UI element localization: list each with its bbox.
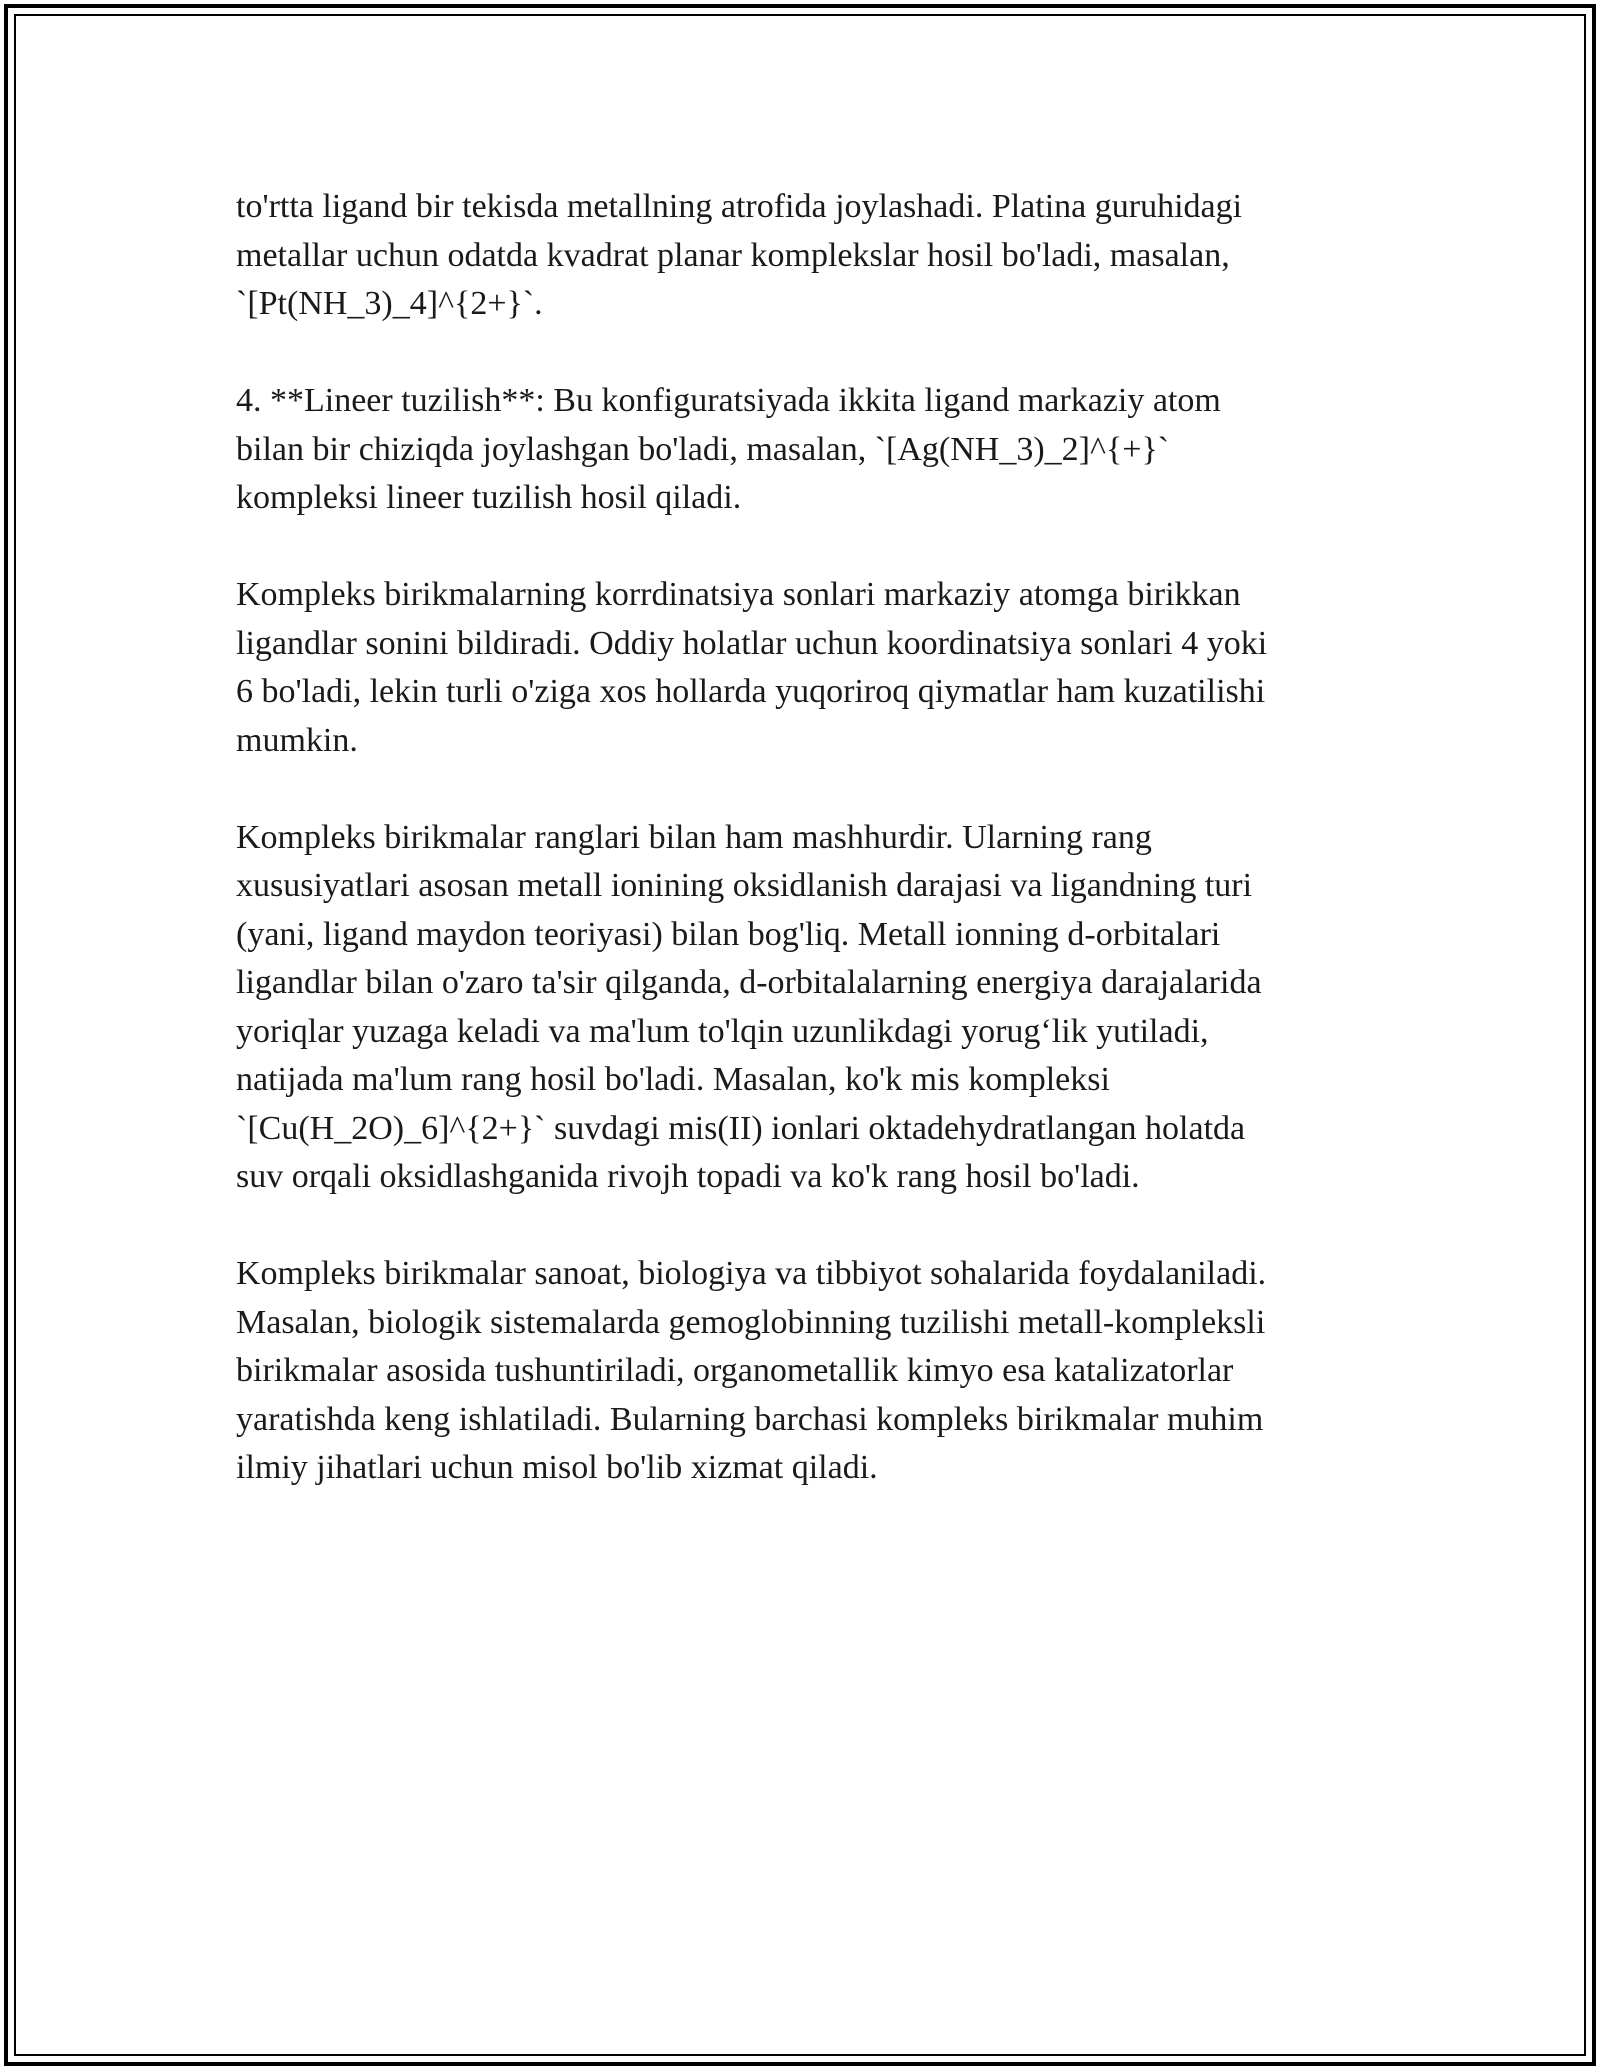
text-line: (yani, ligand maydon teoriyasi) bilan bog'liq. Metall ionning d-orbitalari (236, 915, 1221, 953)
text-line: suv orqali oksidlashganida rivojh topadi va ko'k rang hosil bo'ladi. (236, 1158, 1140, 1195)
text-line: ilmiy jihatlari uchun misol bo'lib xizmat qiladi. (236, 1449, 878, 1486)
text-line: Kompleks birikmalar sanoat, biologiya va tibbiyot sohalarida foydalaniladi. (236, 1255, 1267, 1292)
text-line: kompleksi lineer tuzilish hosil qiladi. (236, 479, 742, 516)
text-line: 4. **Lineer tuzilish**: Bu konfiguratsiyada ikkita ligand markaziy atom (236, 382, 1221, 419)
text-line: natijada ma'lum rang hosil bo'ladi. Masalan, ko'k mis kompleksi (236, 1061, 1110, 1098)
text-line: `[Pt(NH_3)_4]^{2+}`. (236, 285, 543, 322)
paragraph-colors (236, 814, 1366, 1202)
document-body (236, 183, 1366, 1541)
text-line: Kompleks birikmalar ranglari bilan ham mashhurdir. Ularning rang (236, 818, 1152, 856)
text-line: yaratishda keng ishlatiladi. Bularning barchasi kompleks birikmalar muhim (236, 1400, 1264, 1438)
paragraph-coordination-numbers (236, 571, 1366, 765)
paragraph-linear-structure (236, 377, 1366, 523)
text-line: to'rtta ligand bir tekisda metallning atrofida joylashadi. Platina guruhidagi (236, 188, 1243, 225)
paragraph-square-planar (236, 183, 1366, 329)
paragraph-applications (236, 1250, 1366, 1493)
text-line: birikmalar asosida tushuntiriladi, organometallik kimyo esa katalizatorlar (236, 1352, 1234, 1389)
text-line: mumkin. (236, 721, 358, 759)
text-line: ligandlar sonini bildiradi. Oddiy holatlar uchun koordinatsiya sonlari 4 yoki (236, 624, 1268, 662)
text-line: yoriqlar yuzaga keladi va ma'lum to'lqin uzunlikdagi yorug‘lik yutiladi, (236, 1012, 1209, 1050)
text-line: bilan bir chiziqda joylashgan bo'ladi, masalan, `[Ag(NH_3)_2]^{+}` (236, 430, 1170, 468)
text-line: Masalan, biologik sistemalarda gemoglobinning tuzilishi metall-kompleksli (236, 1303, 1266, 1341)
text-line: Kompleks birikmalarning korrdinatsiya sonlari markaziy atomga birikkan (236, 576, 1241, 613)
text-line: xususiyatlari asosan metall ionining oksidlanish darajasi va ligandning turi (236, 867, 1253, 904)
text-line: `[Cu(H_2O)_6]^{2+}` suvdagi mis(II) ionlari oktadehydratlangan holatda (236, 1109, 1246, 1147)
text-line: 6 bo'ladi, lekin turli o'ziga xos hollarda yuqoriroq qiymatlar ham kuzatilishi (236, 673, 1266, 710)
text-line: ligandlar bilan o'zaro ta'sir qilganda, d-orbitalalarning energiya darajalarida (236, 964, 1262, 1001)
text-line: metallar uchun odatda kvadrat planar komplekslar hosil bo'ladi, masalan, (236, 236, 1230, 274)
